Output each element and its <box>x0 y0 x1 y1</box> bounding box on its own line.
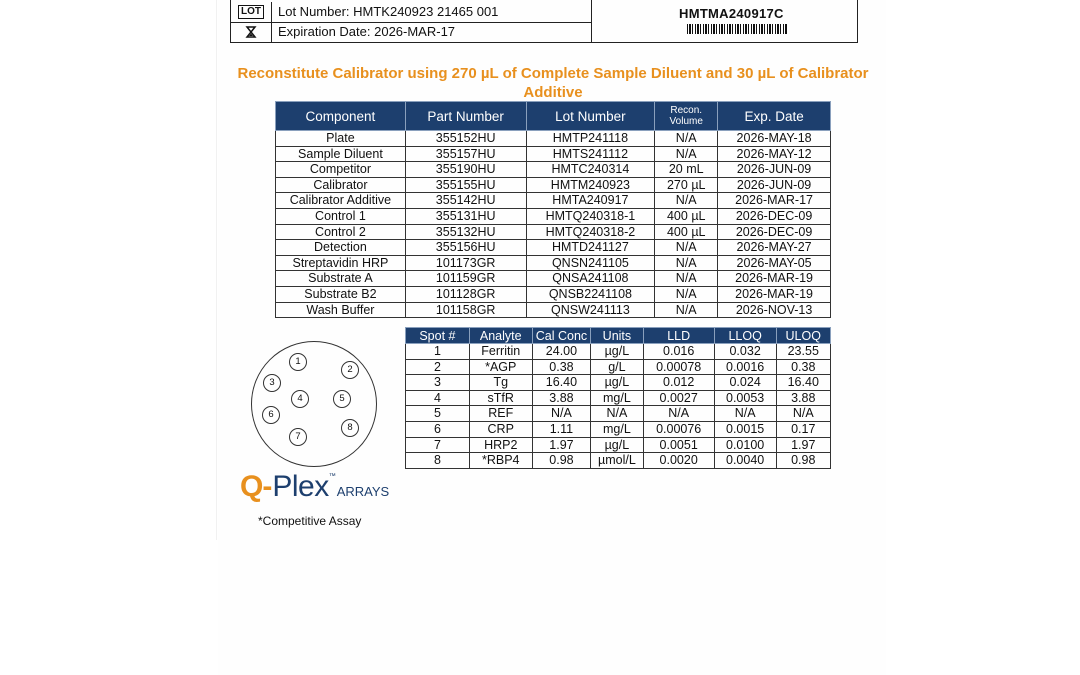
component-table <box>275 101 831 318</box>
table-cell: Ferritin <box>469 344 532 360</box>
table-cell: HMTS241112 <box>526 146 655 162</box>
table-cell: N/A <box>655 255 718 271</box>
table-cell: mg/L <box>591 421 643 437</box>
table-cell: N/A <box>532 406 591 422</box>
table-cell: 0.98 <box>532 453 591 469</box>
table-cell: 101158GR <box>405 302 526 318</box>
table-cell: 1.11 <box>532 421 591 437</box>
spot-4: 4 <box>291 390 309 408</box>
table-cell: 0.0040 <box>714 453 776 469</box>
component-row <box>276 193 831 209</box>
barcode <box>687 24 787 34</box>
logo-q: Q <box>240 470 263 503</box>
table-cell: 0.0016 <box>714 359 776 375</box>
table-cell: HMTD241127 <box>526 240 655 256</box>
table-cell: 2026-MAY-12 <box>718 146 831 162</box>
table-cell: 16.40 <box>776 375 831 391</box>
spot-6: 6 <box>262 406 280 424</box>
table-cell: REF <box>469 406 532 422</box>
table-cell: 16.40 <box>532 375 591 391</box>
spot-row <box>406 421 831 437</box>
table-cell: N/A <box>655 193 718 209</box>
table-cell: 3.88 <box>532 390 591 406</box>
table-cell: N/A <box>655 240 718 256</box>
component-row <box>276 286 831 302</box>
table-cell: Calibrator Additive <box>276 193 406 209</box>
spot-row <box>406 390 831 406</box>
table-cell: N/A <box>655 146 718 162</box>
table-cell: Substrate B2 <box>276 286 406 302</box>
table-cell: 2 <box>406 359 470 375</box>
table-cell: QNSN241105 <box>526 255 655 271</box>
reconstitution-instruction: Reconstitute Calibrator using 270 µL of Complete Sample Diluent and 30 µL of Calibrator Additive <box>237 65 869 101</box>
table-cell: 270 µL <box>655 177 718 193</box>
component-row <box>276 162 831 178</box>
component-row <box>276 240 831 256</box>
table-cell: Control 2 <box>276 224 406 240</box>
table-cell: 2026-JUN-09 <box>718 177 831 193</box>
table-cell: N/A <box>655 271 718 287</box>
spot-5: 5 <box>333 390 351 408</box>
table-cell: 3.88 <box>776 390 831 406</box>
table-cell: 400 µL <box>655 208 718 224</box>
table-cell: 4 <box>406 390 470 406</box>
hourglass-icon-cell <box>231 22 272 42</box>
table-cell: 0.38 <box>776 359 831 375</box>
component-row <box>276 224 831 240</box>
component-row <box>276 271 831 287</box>
table-cell: CRP <box>469 421 532 437</box>
table-cell: HMTA240917 <box>526 193 655 209</box>
table-cell: 0.012 <box>643 375 714 391</box>
table-cell: 6 <box>406 421 470 437</box>
table-cell: Wash Buffer <box>276 302 406 318</box>
table-cell: 2026-MAY-18 <box>718 131 831 147</box>
component-row <box>276 302 831 318</box>
additive-code: HMTMA240917C <box>679 6 784 21</box>
spot-row <box>406 406 831 422</box>
hourglass-icon <box>244 25 258 39</box>
lot-symbol: LOT <box>238 5 264 19</box>
table-cell: HRP2 <box>469 437 532 453</box>
table-cell: Competitor <box>276 162 406 178</box>
table-cell: Tg <box>469 375 532 391</box>
page-edge <box>216 0 217 540</box>
table-cell: 0.00078 <box>643 359 714 375</box>
table-cell: 23.55 <box>776 344 831 360</box>
table-cell: 0.38 <box>532 359 591 375</box>
spot-7: 7 <box>289 428 307 446</box>
table-cell: HMTM240923 <box>526 177 655 193</box>
table-cell: N/A <box>643 406 714 422</box>
spot-2: 2 <box>341 361 359 379</box>
table-cell: 5 <box>406 406 470 422</box>
col-component: Component <box>276 102 406 131</box>
spot-table-header <box>406 328 831 344</box>
table-cell: HMTP241118 <box>526 131 655 147</box>
col-uloq: ULOQ <box>776 328 831 344</box>
table-cell: 355155HU <box>405 177 526 193</box>
col-part-number: Part Number <box>405 102 526 131</box>
spot-1: 1 <box>289 353 307 371</box>
table-cell: N/A <box>776 406 831 422</box>
table-cell: 2026-MAR-19 <box>718 286 831 302</box>
table-cell: µmol/L <box>591 453 643 469</box>
table-cell: 0.0100 <box>714 437 776 453</box>
table-cell: N/A <box>655 286 718 302</box>
table-cell: 2026-DEC-09 <box>718 224 831 240</box>
table-cell: 2026-JUN-09 <box>718 162 831 178</box>
table-cell: 355131HU <box>405 208 526 224</box>
spot-row <box>406 344 831 360</box>
table-cell: N/A <box>591 406 643 422</box>
spot-row <box>406 359 831 375</box>
component-row <box>276 177 831 193</box>
table-cell: N/A <box>714 406 776 422</box>
table-cell: g/L <box>591 359 643 375</box>
table-cell: *AGP <box>469 359 532 375</box>
well-spot-diagram <box>251 341 377 467</box>
table-cell: 101159GR <box>405 271 526 287</box>
logo-trademark: ™ <box>328 473 336 480</box>
table-cell: 3 <box>406 375 470 391</box>
table-cell: µg/L <box>591 344 643 360</box>
col-lld: LLD <box>643 328 714 344</box>
table-cell: 0.016 <box>643 344 714 360</box>
lot-number-text: Lot Number: HMTK240923 21465 001 <box>278 4 499 19</box>
table-cell: 0.00076 <box>643 421 714 437</box>
table-cell: 0.0020 <box>643 453 714 469</box>
table-cell: 1.97 <box>532 437 591 453</box>
table-cell: N/A <box>655 302 718 318</box>
col-spot-number: Spot # <box>406 328 470 344</box>
table-cell: N/A <box>655 131 718 147</box>
table-cell: *RBP4 <box>469 453 532 469</box>
table-cell: 0.032 <box>714 344 776 360</box>
table-cell: QNSB2241108 <box>526 286 655 302</box>
table-cell: 20 mL <box>655 162 718 178</box>
table-cell: 24.00 <box>532 344 591 360</box>
component-row <box>276 146 831 162</box>
spot-row <box>406 437 831 453</box>
table-cell: 0.0027 <box>643 390 714 406</box>
table-cell: Calibrator <box>276 177 406 193</box>
table-cell: 1.97 <box>776 437 831 453</box>
kit-label-header <box>230 0 858 43</box>
col-recon-volume: Recon. Volume <box>655 102 718 131</box>
table-cell: QNSA241108 <box>526 271 655 287</box>
table-cell: Plate <box>276 131 406 147</box>
table-cell: 0.0015 <box>714 421 776 437</box>
table-cell: 2026-NOV-13 <box>718 302 831 318</box>
table-cell: Streptavidin HRP <box>276 255 406 271</box>
col-analyte: Analyte <box>469 328 532 344</box>
expiration-row <box>231 22 591 42</box>
table-cell: HMTC240314 <box>526 162 655 178</box>
table-cell: 101173GR <box>405 255 526 271</box>
table-cell: 0.024 <box>714 375 776 391</box>
table-cell: 101128GR <box>405 286 526 302</box>
logo-dash: - <box>262 470 273 503</box>
table-cell: 355190HU <box>405 162 526 178</box>
table-cell: 355157HU <box>405 146 526 162</box>
table-cell: 2026-DEC-09 <box>718 208 831 224</box>
table-cell: µg/L <box>591 375 643 391</box>
table-cell: 2026-MAY-05 <box>718 255 831 271</box>
col-lloq: LLOQ <box>714 328 776 344</box>
col-lot-number: Lot Number <box>526 102 655 131</box>
logo-arrays: ARRAYS <box>336 484 390 499</box>
table-cell: µg/L <box>591 437 643 453</box>
lot-row <box>231 2 591 23</box>
table-cell: 400 µL <box>655 224 718 240</box>
table-cell: 0.0053 <box>714 390 776 406</box>
col-units: Units <box>591 328 643 344</box>
spot-row <box>406 453 831 469</box>
table-cell: 355156HU <box>405 240 526 256</box>
table-cell: 0.17 <box>776 421 831 437</box>
spot-3: 3 <box>263 374 281 392</box>
table-cell: 2026-MAY-27 <box>718 240 831 256</box>
table-cell: 355152HU <box>405 131 526 147</box>
table-cell: Detection <box>276 240 406 256</box>
table-cell: Control 1 <box>276 208 406 224</box>
table-cell: HMTQ240318-1 <box>526 208 655 224</box>
table-cell: 355142HU <box>405 193 526 209</box>
spot-row <box>406 375 831 391</box>
col-cal-conc: Cal Conc <box>532 328 591 344</box>
expiration-date-text: Expiration Date: 2026-MAR-17 <box>278 24 456 39</box>
col-exp-date: Exp. Date <box>718 102 831 131</box>
competitive-assay-footnote: *Competitive Assay <box>258 514 362 528</box>
table-cell: mg/L <box>591 390 643 406</box>
table-cell: Substrate A <box>276 271 406 287</box>
table-cell: sTfR <box>469 390 532 406</box>
table-cell: 8 <box>406 453 470 469</box>
table-cell: 2026-MAR-19 <box>718 271 831 287</box>
table-cell: HMTQ240318-2 <box>526 224 655 240</box>
table-cell: 0.0051 <box>643 437 714 453</box>
component-row <box>276 131 831 147</box>
header-divider <box>591 0 592 42</box>
table-cell: 355132HU <box>405 224 526 240</box>
table-cell: 2026-MAR-17 <box>718 193 831 209</box>
table-cell: 0.98 <box>776 453 831 469</box>
table-cell: 1 <box>406 344 470 360</box>
component-row <box>276 208 831 224</box>
table-cell: QNSW241113 <box>526 302 655 318</box>
q-plex-arrays-logo <box>240 470 389 504</box>
table-cell: Sample Diluent <box>276 146 406 162</box>
component-table-header <box>276 102 831 131</box>
spot-8: 8 <box>341 419 359 437</box>
analyte-spot-table <box>405 327 831 469</box>
logo-plex: Plex <box>272 470 329 503</box>
component-row <box>276 255 831 271</box>
table-cell: 7 <box>406 437 470 453</box>
lot-symbol-cell <box>231 2 272 22</box>
